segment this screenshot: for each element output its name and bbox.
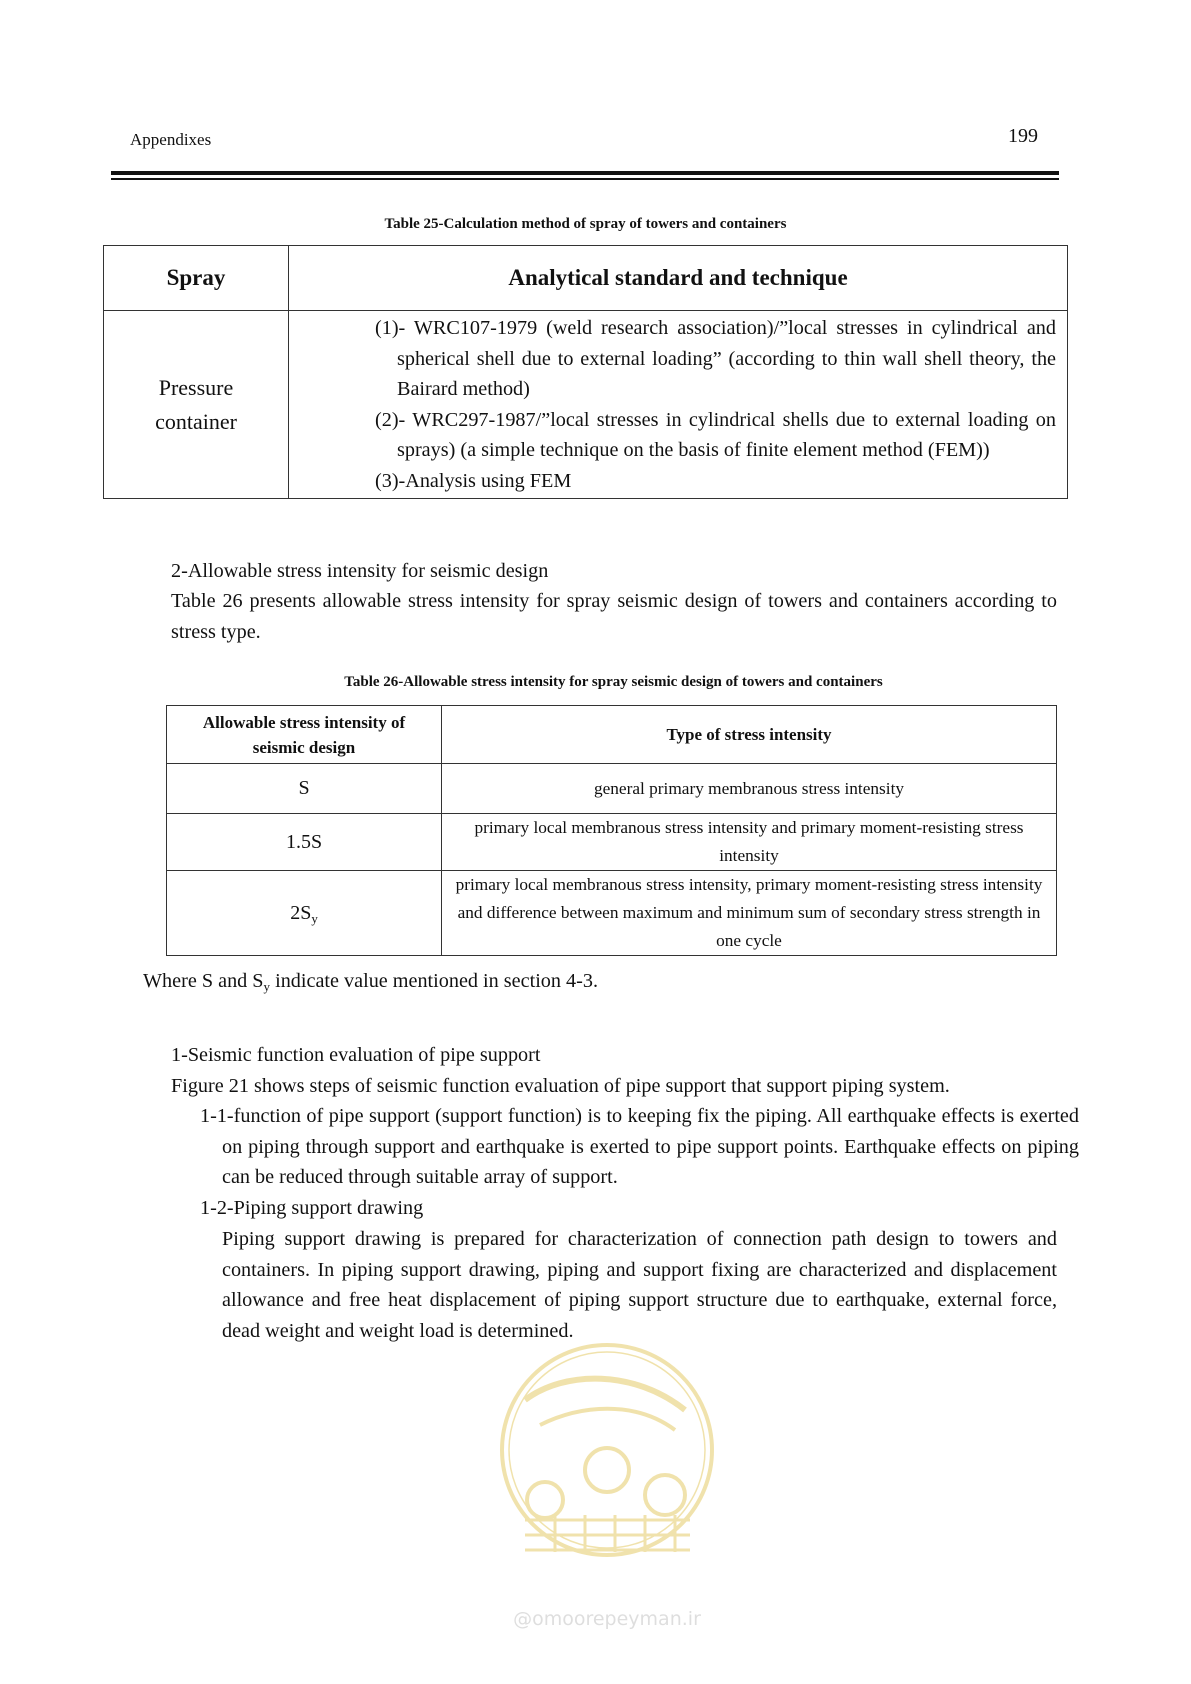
table26-type: primary local membranous stress intensity and primary moment-resisting stress intensity bbox=[442, 814, 1057, 871]
method-item-2: (2)- WRC297-1987/”local stresses in cylindrical shells due to external loading on sprays) (a simple technique on the basis of finite element method (FEM)) bbox=[375, 408, 1056, 461]
section1-item-1-2-heading: 1-2-Piping support drawing bbox=[200, 1197, 424, 1219]
watermark-seal-icon bbox=[485, 1330, 730, 1640]
table25-header-technique: Analytical standard and technique bbox=[289, 246, 1068, 311]
method-item-3: (3)-Analysis using FEM bbox=[375, 469, 572, 492]
table25-header-spray: Spray bbox=[104, 246, 289, 311]
table26-type: primary local membranous stress intensity, primary moment-resisting stress intensity and difference between maximum and minimum sum of secondary stress strength in one cycle bbox=[442, 871, 1057, 956]
table-row bbox=[167, 764, 1057, 814]
table26 bbox=[166, 705, 1057, 956]
header-rule-thick bbox=[111, 171, 1059, 175]
watermark-seal bbox=[485, 1330, 730, 1640]
table26-value bbox=[167, 764, 442, 814]
table26-header-allowable bbox=[167, 706, 442, 764]
note-before: Where S and S bbox=[143, 970, 264, 992]
table26-type: general primary membranous stress intensity bbox=[442, 764, 1057, 814]
table26-header-row bbox=[167, 706, 1057, 764]
table25-caption: Table 25-Calculation method of spray of towers and containers bbox=[384, 216, 787, 232]
header-rule-thin bbox=[111, 178, 1059, 180]
table25-header-row bbox=[104, 246, 1068, 311]
table25-spray-cell bbox=[104, 311, 289, 499]
method-item-1: (1)- WRC107-1979 (weld research association)/”local stresses in cylindrical and spherical shell due to external loading” (according to thin wall shell theory, the Bairard method) bbox=[375, 317, 1056, 400]
section2-heading: 2-Allowable stress intensity for seismic design bbox=[171, 560, 549, 582]
table26-value-text: S bbox=[298, 777, 310, 799]
watermark-text: @omoorepeyman.ir bbox=[513, 1608, 701, 1630]
section1-text: Figure 21 shows steps of seismic function evaluation of pipe support that support piping system. bbox=[171, 1075, 950, 1097]
section2-text: Table 26 presents allowable stress intensity for spray seismic design of towers and containers according to stress type. bbox=[171, 590, 1057, 643]
table25 bbox=[103, 245, 1068, 499]
section1-item-1-2-text: Piping support drawing is prepared for characterization of connection path design to towers and containers. In piping support drawing, piping and support fixing are characterized and displacement allowance and free heat displacement of piping support structure due to earthquake, external force, dead weight and weight load is determined. bbox=[222, 1228, 1057, 1342]
table26-value bbox=[167, 814, 442, 871]
table-row bbox=[167, 814, 1057, 871]
table26-header-allowable-text: Allowable stress intensity of seismic design bbox=[202, 712, 406, 757]
spray-label: Pressure container bbox=[155, 374, 237, 434]
table25-method-cell bbox=[289, 311, 1068, 499]
table26-value-text: 2S bbox=[290, 901, 312, 924]
note-after: indicate value mentioned in section 4-3. bbox=[270, 970, 598, 992]
table26-header-type: Type of stress intensity bbox=[442, 706, 1057, 764]
table-row bbox=[167, 871, 1057, 956]
table26-caption: Table 26-Allowable stress intensity for spray seismic design of towers and containers bbox=[344, 674, 883, 690]
note-sub: y bbox=[263, 979, 271, 994]
table26-value bbox=[167, 871, 442, 956]
table26-value-text: 1.5S bbox=[285, 830, 323, 853]
section1-item-1-1: 1-1-function of pipe support (support function) is to keeping fix the piping. All earthquake effects is exerted on piping through support and earthquake is exerted to pipe support points. Earthquake effects on piping can be reduced through suitable array of support. bbox=[200, 1105, 1079, 1188]
running-head: Appendixes bbox=[130, 130, 212, 149]
where-note bbox=[143, 966, 598, 997]
table26-value-sub: y bbox=[311, 910, 318, 926]
section1-heading: 1-Seismic function evaluation of pipe support bbox=[171, 1044, 541, 1066]
page-number: 199 bbox=[1008, 125, 1038, 147]
table-row bbox=[104, 311, 1068, 499]
